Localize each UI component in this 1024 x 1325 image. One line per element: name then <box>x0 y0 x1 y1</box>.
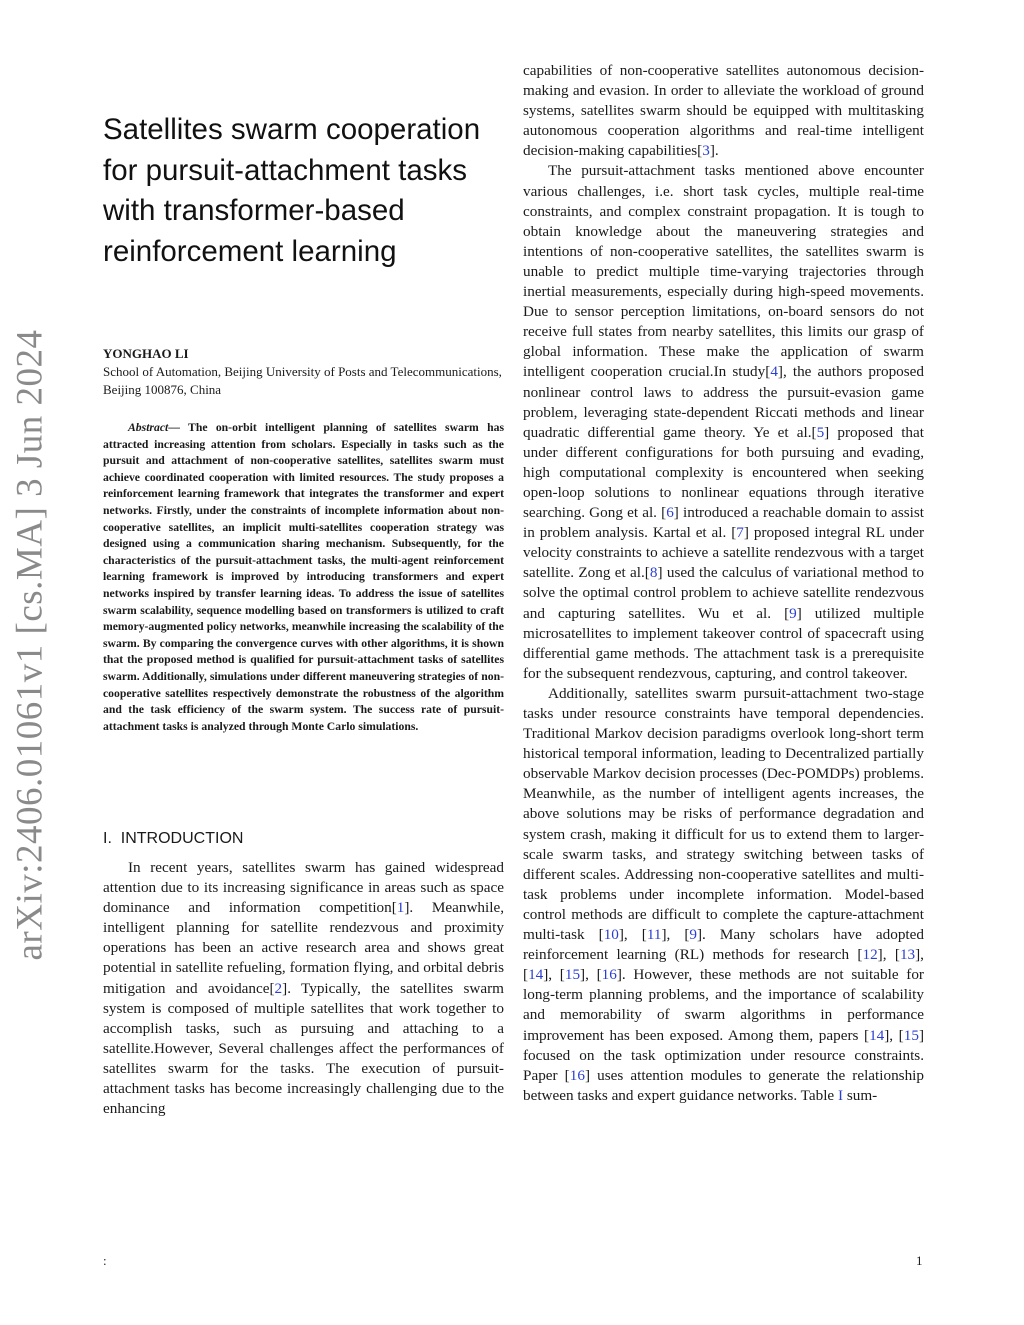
intro-column-left <box>103 858 504 1119</box>
text-run: ] introduced a reachable domain to assist in problem analysis. Kartal et al. [ <box>523 504 925 542</box>
citation-link[interactable]: 1 <box>396 899 405 917</box>
right-column <box>523 61 924 1106</box>
text-run: ] used the calculus of variational method to solve the optimal control problem to achieve satellite rendezvous and capturing satellites. Wu et al. [ <box>523 564 924 622</box>
text-run: ], [ <box>580 966 602 984</box>
text-run: ], [ <box>877 946 900 964</box>
citation-link[interactable]: 11 <box>646 926 662 944</box>
abstract-label: Abstract <box>128 421 169 434</box>
citation-link[interactable]: 3 <box>702 142 710 160</box>
paper-title: Satellites swarm cooperation for pursuit-attachment tasks with transformer-based reinforcement learning <box>103 113 481 268</box>
citation-link[interactable]: 16 <box>569 1066 585 1084</box>
citation-link[interactable]: 7 <box>736 524 744 542</box>
citation-link[interactable]: 16 <box>601 966 617 984</box>
citation-link[interactable]: 15 <box>903 1026 919 1044</box>
citation-link[interactable]: 15 <box>564 966 581 984</box>
section-number: I. <box>103 830 112 847</box>
text-run: ], [ <box>661 926 690 944</box>
text-run: ], the authors proposed nonlinear control laws to address the pursuit-evasion game problem, leveraging state-dependent Riccati methods and linear quadratic differential game theory. Ye et al.[ <box>523 363 925 441</box>
footer-left: : <box>103 1253 107 1268</box>
paragraph-continued <box>523 61 924 161</box>
text-run: ]. Meanwhile, intelligent planning for satellite rendezvous and proximity operations has been an active research area and shows great potential in satellite refueling, formation flying, and orbital debris mitigation and avoidance[ <box>103 899 504 997</box>
text-run: The pursuit-attachment tasks mentioned above encounter various challenges, i.e. short task cycles, multiple real-time constraints, and complex constraint propagation. It is tough to obtain knowledge about the maneuvering strategies and intentions of non-cooperative satellites, the satellites swarm is unable to predict multiple time-varying trajectories through inertial measurements, especially during high-speed movements. Due to sensor perception limitations, on-board sensors do not receive full states from nearby satellites, this limits our grasp of global information. These make the application of swarm intelligent cooperation crucial.In study[ <box>523 162 924 381</box>
paragraph-additionally <box>523 684 924 1106</box>
text-run: ], [ <box>618 926 647 944</box>
abstract-text: The on-orbit intelligent planning of satellites swarm has attracted increasing attention from scholars. Especially in tasks such as the pursuit and attachment of non-cooperative satellites, satellites swarm must achieve coordinated cooperation with limited resources. The study proposes a reinforcement learning framework that integrates the transformer and expert networks. Firstly, under the constraints of incomplete information about non-cooperative satellites, an implicit multi-satellites cooperation strategy was designed using a communication sharing mechanism. Subsequently, for the characteristics of the pursuit-attachment tasks, the multi-agent reinforcement learning framework is improved by introducing transformers and expert networks inspired by transfer learning ideas. To address the issue of satellites swarm scalability, sequence modelling based on transformers is utilized to craft memory-augmented policy networks, meanwhile increasing the scalability of the swarm. By comparing the convergence curves with other algorithms, it is shown that the proposed method is qualified for pursuit-attachment tasks of satellites swarm. Additionally, simulations under different maneuvering strategies of non-cooperative satellites respectively demonstrate the robustness of the algorithm and the task efficiency of the swarm system. The success rate of pursuit-attachment tasks is analyzed through Monte Carlo simulations. <box>103 421 504 733</box>
text-run: ]. Many scholars have adopted reinforcement learning (RL) methods for research [ <box>523 926 924 964</box>
intro-paragraph-1 <box>103 858 504 1119</box>
text-run: ], [ <box>543 966 565 984</box>
author-affiliation: School of Automation, Beijing University of Posts and Telecommunications, Beijing 100876, China <box>103 364 502 397</box>
citation-link[interactable]: 10 <box>603 926 619 944</box>
paragraph-challenges <box>523 161 924 683</box>
page-number: 1 <box>916 1253 923 1268</box>
citation-link[interactable]: 4 <box>770 363 778 381</box>
citation-link[interactable]: 13 <box>899 946 916 964</box>
text-run: ] proposed that under different configurations for both pursuing and evading, high computational complexity is encountered when seeking open-loop solutions to nonlinear equations through iterative searching. Gong et al. [ <box>523 423 924 522</box>
citation-link[interactable]: 12 <box>862 946 878 964</box>
text-run: ] focused on the task optimization under resource constraints. Paper [ <box>523 1026 924 1084</box>
citation-link[interactable]: 9 <box>689 926 697 944</box>
text-run: sum- <box>843 1086 878 1104</box>
section-heading <box>103 830 243 848</box>
text-run: Additionally, satellites swarm pursuit-attachment two-stage tasks under resource constraints have temporal dependencies. Traditional Markov decision paradigms overlook long-short term historical temporal information, leading to Decentralized partially observable Markov decision processes (Dec-POMDPs) problems. Meanwhile, as the number of intelligent agents increases, the above solutions may be risks of performance degradation and system crash, making it difficult for us to extend them to larger-scale swarm tasks, and strategy switching between tasks of different scales. Addressing non-cooperative satellites and multi-task problems under incomplete information. Model-based control methods are difficult to complete the capture-attachment multi-task [ <box>523 684 924 944</box>
arxiv-identifier-text: arXiv:2406.01061v1 [cs.MA] 3 Jun 2024 <box>9 329 51 961</box>
text-run: ] utilized multiple microsatellites to implement takeover control of spacecraft using differential game methods. The attachment task is a prerequisite for the subsequent rendezvous, capturing, and control takeover. <box>523 604 924 682</box>
citation-link[interactable]: 14 <box>528 966 544 984</box>
citation-link[interactable]: 8 <box>649 564 658 582</box>
text-run: In recent years, satellites swarm has gained widespread attention due to its increasing significance in areas such as space dominance and information competition[ <box>103 859 504 917</box>
section-title: INTRODUCTION <box>120 830 244 847</box>
author-block <box>103 345 504 399</box>
author-name: YONGHAO LI <box>103 346 189 361</box>
text-run: ]. Typically, the satellites swarm system is composed of multiple satellites that work together to accomplish tasks, such as pursuing and attaching to a satellite.However, Several challenges affect the performances of satellites swarm for the tasks. The execution of pursuit-attachment tasks has become increasingly challenging due to the enhancing <box>103 979 504 1118</box>
text-run: ], [ <box>523 946 924 984</box>
citation-link[interactable]: 14 <box>869 1026 885 1044</box>
abstract <box>103 420 504 735</box>
citation-link[interactable]: 5 <box>816 423 825 441</box>
text-run: ], [ <box>884 1026 904 1044</box>
text-run: ]. <box>709 142 719 160</box>
text-run: capabilities of non-cooperative satellites autonomous decision-making and evasion. In order to alleviate the workload of ground systems, satellites swarm should be equipped with multitasking autonomous cooperation algorithms and real-time intelligent decision-making capabilities[ <box>523 62 924 160</box>
abstract-dash: — <box>168 421 180 434</box>
citation-link[interactable]: 9 <box>789 604 797 622</box>
text-run: ] proposed integral RL under velocity constraints to achieve a satellite rendezvous with a target satellite. Zong et al.[ <box>523 524 924 582</box>
table-link[interactable]: I <box>837 1086 844 1104</box>
text-run: ]. However, these methods are not suitable for long-term planning problems, and the importance of scalability and memorability of swarm algorithms in performance improvement has been exposed. Among them, papers [ <box>523 966 924 1044</box>
citation-link[interactable]: 6 <box>666 504 674 522</box>
text-run: ] uses attention modules to generate the relationship between tasks and expert guidance networks. Table <box>523 1066 924 1104</box>
citation-link[interactable]: 2 <box>274 979 283 997</box>
